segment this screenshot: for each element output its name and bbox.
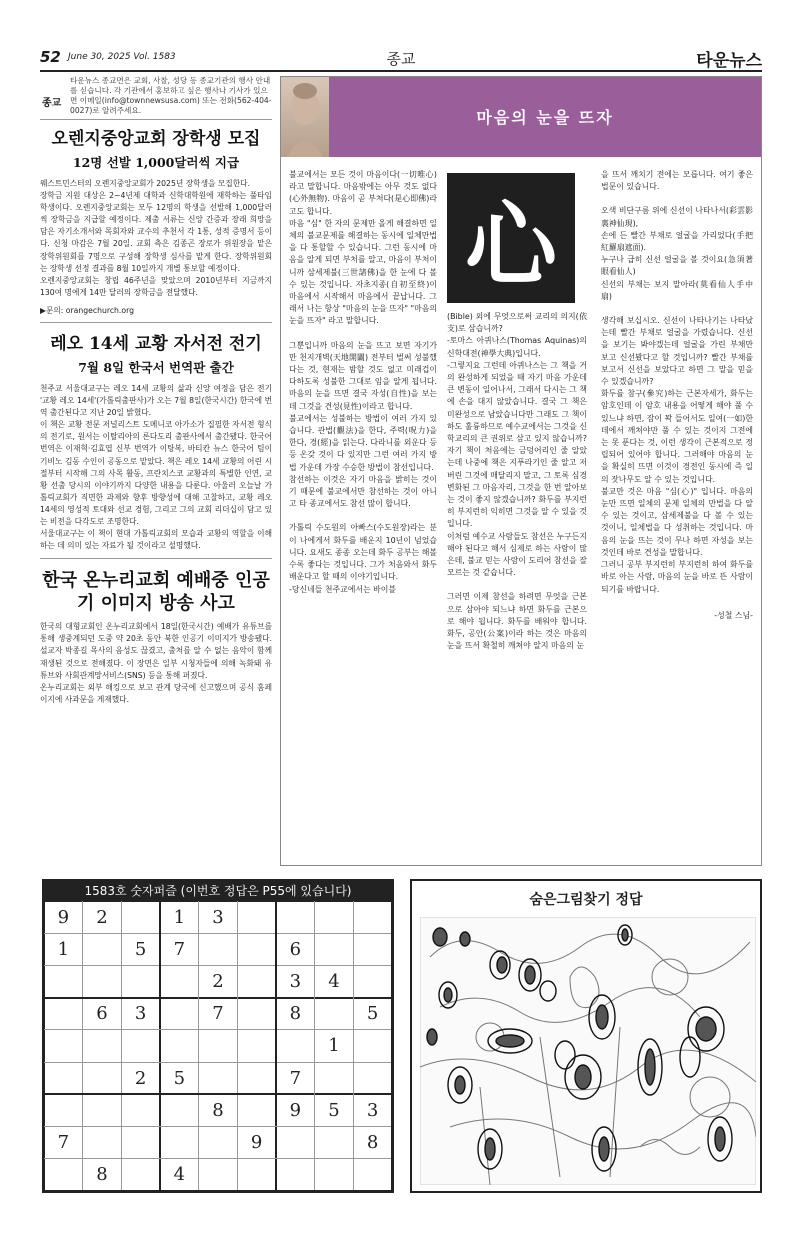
article1-paragraph: 오렌지중앙교회는 창립 46주년을 맞았으며 2010년부터 지금까지 130여 명에게 14만 달러의 장학금을 전달했다.: [40, 275, 272, 297]
sudoku-cell: [199, 1159, 238, 1191]
sudoku-cell: [44, 1094, 83, 1126]
feature-column-1: [289, 169, 437, 596]
sudoku-cell: 7: [173, 938, 186, 960]
paragraph-gap: [601, 303, 753, 315]
sudoku-cell: [160, 1094, 199, 1126]
sudoku-cell: 9: [289, 1099, 302, 1121]
paragraph-gap: [601, 193, 753, 205]
sudoku-cell: [237, 1159, 276, 1191]
section-notice: [40, 76, 272, 120]
sudoku-cell: [44, 1062, 83, 1094]
sudoku-cell: 2: [96, 906, 108, 928]
dharma-feature: [280, 76, 762, 866]
article2-body: [40, 383, 272, 552]
feature-paragraph: 불교에서는 모든 것이 마음이다(一切唯心)라고 말합니다. 마음밖에는 아무 것도 없다(心外無物). 마음이 곧 부처다(是心即佛)라고도 합니다.: [289, 170, 437, 216]
feature-paragraph: -그렇지요 그런데 아퀴나스는 그 책을 거의 완성하게 되었을 때 자기 마음 가운데 큰 변동이 일어나서, 그래서 다시는 그 책에 손을 대지 않았습니다. 결국 그 책은 미완성으로 남았습니다만 그래도 그 책이 하도 훌륭하므로 예수교에서는 그것을 신학교리의 큰 권위로 삼고 있지 않습니까? 자기 책이 처음에는 금덩어리인 줄 알았는데 나중에 책은 지푸라기인 줄 알고 저버린 그것에 매달리지 말고, 그 토록 심경 변화된 그 마음자리, 그것을 한 번 알아보는 것이 좋지 않겠습니까? 화두를 부지런히 부지런히 익히면 그것을 알 수 있을 것입니다.: [447, 360, 587, 529]
sudoku-cell: 5: [328, 1099, 340, 1121]
sudoku-cell: [315, 901, 354, 933]
article2-paragraph: 천주교 서울대교구는 레오 14세 교황의 삶과 신앙 여정을 담은 전기 '교황 레오 14세'(가톨릭출판사)가 오는 7월 8일(한국시간) 한국에 번역 출간된다고 지난 20일 밝혔다.: [40, 383, 272, 418]
calligraphy-character: 心: [464, 191, 557, 299]
sudoku-cell: 5: [366, 1003, 379, 1025]
sudoku-cell: [199, 933, 238, 965]
sudoku-cell: [315, 1127, 354, 1159]
feature-paragraph: 화두를 참구(參究)하는 근본자세가, 화두는 암호인데 이 암호 내용을 어떻게 해야 풀 수 있느냐 하면, 잠이 꽉 들어서도 일여(一如)한 데에서 깨쳐야만 풀 수 있는 것이지 그전에는 못 푼다는 것, 이런 생각이 근본적으로 정립되어 있어야 합니다. 그러해야 마음의 눈을 확실히 뜨면 이것이 경전인 동시에 즉 일의 잣나무도 알 수 있는 것입니다.: [601, 389, 753, 484]
sudoku-cell: 9: [250, 1132, 263, 1154]
feature-paragraph: 가톨릭 수도원의 아빠스(수도원장)라는 분이 나에게서 화두를 배운지 10년이 넘었습니다. 요새도 종종 오는데 화두 공부는 해볼수록 좋다는 것입니다. 그가 처음와서 화두 배운다고 할 때의 이야기입니다.: [289, 523, 437, 582]
sudoku-cell: [160, 965, 199, 997]
sudoku-cell: [44, 1159, 83, 1191]
paragraph-gap: [289, 510, 437, 522]
sudoku-cell: 7: [57, 1132, 70, 1154]
sudoku-cell: [353, 933, 392, 965]
article1-body: [40, 178, 272, 299]
article3-paragraph: 한국의 대형교회인 온누리교회에서 18일(한국시간) 예배가 유튜브를 통해 생중계되던 도중 약 20초 동안 북한 인공기 이미지가 방송됐다. 설교자 박종길 목사의 음성도 끊겼고, 출처를 알 수 없는 음악이 함께 재생된 것으로 전해졌다. 이 장면은 일부 시청자들에 의해 녹화돼 유튜브와 사회관계망서비스(SNS) 등을 통해 퍼졌다.: [40, 622, 272, 680]
sudoku-cell: [44, 1030, 83, 1062]
sudoku-cell: [353, 965, 392, 997]
notice-tag: 종교: [42, 98, 62, 109]
sudoku-cell: 6: [289, 938, 302, 960]
sudoku-cell: 9: [57, 906, 70, 928]
sudoku-cell: 4: [173, 1164, 186, 1186]
sudoku-cell: [237, 933, 276, 965]
feature-banner: [329, 77, 761, 157]
sudoku-cell: 8: [212, 1099, 224, 1121]
sudoku-cell: 1: [328, 1035, 340, 1057]
sudoku-cell: 5: [134, 938, 147, 960]
sudoku-cell: 3: [366, 1099, 379, 1121]
sudoku-cell: [121, 965, 160, 997]
hidden-picture-illustration: [420, 917, 756, 1185]
sudoku-cell: [276, 901, 315, 933]
sudoku-cell: [83, 1030, 122, 1062]
sudoku-cell: [353, 901, 392, 933]
divider: [40, 558, 272, 559]
sudoku-cell: 3: [134, 1003, 147, 1025]
sudoku-title: 1583호 숫자퍼즐 (이번호 정답은 P55에 있습니다): [44, 881, 392, 901]
sudoku-cell: [44, 965, 83, 997]
feature-paragraph: -당신네들 천주교에서는 바이블: [289, 584, 396, 594]
feature-paragraph: -토마스 아퀴나스(Thomas Aquinas)의 신학대전(神學大典)입니다.: [447, 336, 587, 358]
feature-paragraph: 손에 든 빨간 부채로 얼굴을 가리었다(手把紅羅扇遮面).: [601, 230, 753, 253]
brand-logo: 타운뉴스: [696, 51, 762, 71]
sudoku-cell: [237, 1030, 276, 1062]
sudoku-cell: [237, 998, 276, 1030]
feature-column-2: [447, 311, 587, 652]
feature-paragraph: 을 뜨서 깨치기 전에는 모릅니다. 여기 좋은 법문이 있습니다.: [601, 170, 753, 192]
feature-paragraph: 불교에서는 성불하는 방법이 여러 가지 있습니다. 관법(觀法)을 한다, 주력(呪力)을 한다, 경(經)을 읽는다. 다라니를 외운다 등등 온갖 것이 다 있지만 그런 여러 가지 방법 가운데 가장 수승한 방법이 참선입니다.: [289, 413, 437, 472]
article2-paragraph: 서울대교구는 이 책이 현대 가톨릭교회의 모습과 교황의 역할을 이해하는 데 의미 있는 자료가 될 것이라고 설명했다.: [40, 529, 272, 551]
sudoku-cell: [160, 1030, 199, 1062]
sudoku-cell: [237, 965, 276, 997]
article1-paragraph: 웨스트민스터의 오렌지중앙교회가 2025년 장학생을 모집한다.: [40, 179, 251, 188]
sudoku-cell: [315, 1159, 354, 1191]
sudoku-cell: [121, 1127, 160, 1159]
feature-paragraph: 마음 "심" 한 자의 문제만 올게 해결하면 일체의 불교문제를 해결하는 동시에 일체만법을 다 통할할 수 있습니다. 그런 동시에 마음을 알게 되면 부처를 알고, 마음이 부처이니까 삼세제불(三世諸佛)을 한 눈에 다 볼 수 있는 것입니다. 자초지종(自初至終)이 마음에서 시작해서 마음에서 끝납니다. 그래서 나는 항상 "마음의 눈을 뜨자" "마음의 눈을 뜨자" 라고 말합니다.: [289, 218, 437, 326]
article2-paragraph: 이 책은 교황 전문 저널리스트 도메니코 아가소가 집필한 자서전 형식의 전기로, 원서는 이탈리아의 론다도리 출판사에서 출간됐다. 한국어 번역은 이재혁·김효엽 신부 번역가 이탕복, 바티칸 뉴스 한국어 팀이 기비노 김동 수인이 공동으로 맡았다. 책은 레오 14세 교황의 어린 시절부터 시작해 그의 사목 활동, 프란치스코 교황과의 특별한 인연, 교황 선출 당시의 이야기까지 다양한 내용을 다룬다. 아울러 오늘날 가톨릭교회가 직면한 과제와 향후 방향성에 대해 고찰하고, 교황 레오 14세의 영성적 토대와 선교 경험, 그리고 그의 교회 리더십이 담고 있는 비전을 다각도로 조명한다.: [40, 420, 272, 526]
sudoku-cell: [315, 998, 354, 1030]
sudoku-cell: [199, 1127, 238, 1159]
sudoku-cell: [83, 933, 122, 965]
sudoku-cell: 8: [366, 1132, 379, 1154]
hidden-picture-title: 숨은그림찾기 정답: [529, 892, 643, 908]
sudoku-cell: 3: [212, 906, 224, 928]
article3-title: 한국 온누리교회 예배중 인공기 이미지 방송 사고: [42, 570, 270, 615]
article1-contact-link[interactable]: ▶문의: orangechurch.org: [40, 305, 134, 315]
feature-paragraph: 그러니 공부 부지런히 부지런히 하여 화두를 바로 아는 사람, 마음의 눈을 바로 뜬 사람이 되기를 바랍니다.: [601, 560, 753, 594]
sudoku-cell: [83, 1127, 122, 1159]
hidden-picture-answer: [410, 879, 762, 1193]
sudoku-cell: 7: [212, 1003, 224, 1025]
article3-paragraph: 온누리교회는 외부 해킹으로 보고 관계 당국에 신고했으며 공식 홈페이지에 사과문을 게재했다.: [40, 682, 272, 704]
sudoku-cell: [353, 1030, 392, 1062]
left-column: [40, 76, 272, 866]
sudoku-cell: [276, 1127, 315, 1159]
sudoku-cell: [237, 1062, 276, 1094]
page-header: [40, 44, 762, 72]
sudoku-cell: [121, 901, 160, 933]
feature-paragraph: 오색 비단구름 위에 신선이 나타나서(彩雲影裏神仙現),: [601, 206, 753, 228]
sudoku-cell: [276, 1159, 315, 1191]
sudoku-cell: [199, 1062, 238, 1094]
feature-paragraph: 신선의 부채는 보지 말아라(莫看仙人手中扇): [601, 279, 753, 301]
sudoku-cell: 8: [289, 1003, 302, 1025]
sudoku-cell: [353, 1159, 392, 1191]
article1-title: 오렌지중앙교회 장학생 모집: [51, 129, 261, 149]
article3-body: [40, 621, 272, 706]
sudoku-cell: 3: [289, 971, 302, 993]
feature-paragraph: 그뿐입니까 마음의 눈을 뜨고 보면 자기가 만 천지개벽(天地開闢) 전부터 벌써 성불했다는 것, 현재는 밤할 것도 없고 미래겁이 다하도록 성불한 그대로 임을 알게 됩니다. 마음의 눈을 뜨면 결국 자성(自性)을 보는데 그것을 견성(見性)이라고 합니다.: [289, 340, 437, 411]
feature-paragraph: 누구나 급히 신선 얼굴을 볼 것이요(急須著眼看仙人): [601, 255, 753, 277]
sudoku-cell: [121, 1094, 160, 1126]
sudoku-cell: [315, 1062, 354, 1094]
feature-signature: -성철 스님-: [714, 610, 753, 620]
sudoku-cell: [83, 965, 122, 997]
sudoku-cell: 5: [173, 1067, 186, 1089]
article2-subtitle: 7월 8일 한국서 번역판 출간: [78, 359, 234, 375]
sudoku-cell: 2: [134, 1067, 147, 1089]
sudoku-cell: [353, 1062, 392, 1094]
article1-paragraph: 장학금 지원 대상은 2~4년제 대학과 신학대학원에 재학하는 풀타임 학생이다. 오렌지중앙교회는 모두 12명의 학생을 선발해 1,000달러씩 장학금을 지급할 예정이다. 제출 서류는 신앙 간증과 장래 희망을 담은 자기소개서와 목회자와 교수의 추천서 각 1통, 성적 증명서 등이다. 신청 마감은 7월 20일. 교회 측은 김종곤 장로가 위원장을 맡은 장학위원회를 7명으로 구성해 장학생 심사를 맡게 한다. 장학위원회는 장학생 선정 결과를 8월 10일까지 개별 통보할 예정이다.: [40, 191, 272, 273]
feature-paragraph: 이처럼 예수교 사람들도 참선은 누구든지 해야 된다고 해서 심제로 하는 사람이 많은데, 불교 믿는 사람이 도리어 참선을 잘 모르는 것 같습니다.: [447, 531, 587, 578]
sudoku-cell: [83, 1062, 122, 1094]
sudoku-cell: [276, 1030, 315, 1062]
sudoku-cell: 2: [212, 971, 224, 993]
sudoku-cell: [199, 1030, 238, 1062]
sudoku-cell: [237, 1094, 276, 1126]
sudoku-cell: 1: [57, 938, 70, 960]
calligraphy-image: [447, 173, 575, 303]
sudoku-grid: [44, 901, 392, 1191]
sudoku-cell: [121, 1159, 160, 1191]
sudoku-cell: 6: [96, 1003, 108, 1025]
sudoku-cell: [315, 933, 354, 965]
page-number: 52: [40, 48, 61, 66]
divider: [40, 322, 272, 323]
section-title: 종교: [386, 50, 416, 68]
feature-column-3: [601, 169, 753, 622]
sudoku-cell: [44, 998, 83, 1030]
feature-paragraph: (Bible) 외에 무엇으로써 교리의 의지(依支)로 삼습니까?: [447, 312, 587, 334]
sudoku-cell: [121, 1030, 160, 1062]
feature-paragraph: 참선하는 이것은 자기 마음을 밝히는 것이기 때문에 불교에서만 참선하는 것이 아니고 타 종교에서도 참선 많이 합니다.: [289, 474, 437, 509]
feature-paragraph: 불교만 것은 마음 "심(心)" 입니다. 마음의 눈만 뜨면 일체의 문제 일체의 만법을 다 알 수 있는 것이고, 삼세제불을 다 볼 수 있는 것이니, 일체법을 다 성취하는 것입니다. 마음의 눈을 뜨는 것이 무나 하면 자성을 보는 것인데 바로 견성을 말합니다.: [601, 486, 753, 557]
sudoku-cell: [160, 998, 199, 1030]
feature-paragraph: 그러면 이제 참선을 하려면 무엇을 근본으로 삼아야 되느냐 하면 화두를 근본으로 해야 됩니다. 화두를 배워야 합니다. 화두, 공안(公案)이라 하는 것은 마음의 눈을 뜨서 확철히 깨쳐야 알지 마음의 눈: [447, 592, 587, 651]
sudoku-cell: 7: [289, 1067, 302, 1089]
sudoku-cell: [83, 1094, 122, 1126]
article2-title: 레오 14세 교황 자서전 전기: [50, 333, 262, 354]
feature-paragraph: 생각해 보십시오. 신선이 나타나기는 나타났는데 빨간 부채로 얼굴을 가렸습니다. 신선을 보기는 봐야겠는데 얼굴을 가린 부채만 보고 신선봤다고 할 것입니까? 빨간 부채를 보고서 신선을 보았다고 하면 그 말을 믿을 수 있겠습니까?: [601, 316, 753, 387]
sudoku-cell: 8: [96, 1164, 108, 1186]
article1-subtitle: 12명 선발 1,000달러씩 지급: [72, 155, 240, 170]
buddha-photo: [281, 77, 329, 157]
feature-title: 마음의 눈을 뜨자: [476, 108, 614, 127]
notice-text: 타운뉴스 종교면은 교회, 사찰, 성당 등 종교기관의 행사 안내를 싣습니다. 각 기관에서 홍보하고 싶은 행사나 기사가 있으면 이메일(info@townnewsusa.com) 또는 전화(562-404-0027)로 알려주세요.: [70, 76, 272, 115]
sudoku-cell: [237, 901, 276, 933]
sudoku-cell: [160, 1127, 199, 1159]
sudoku-cell: 4: [328, 971, 340, 993]
sudoku-cell: 1: [173, 906, 186, 928]
paragraph-gap: [447, 579, 587, 591]
sudoku-puzzle: [42, 879, 394, 1193]
paragraph-gap: [289, 328, 437, 340]
issue-date: June 30, 2025 Vol. 1583: [68, 52, 176, 62]
